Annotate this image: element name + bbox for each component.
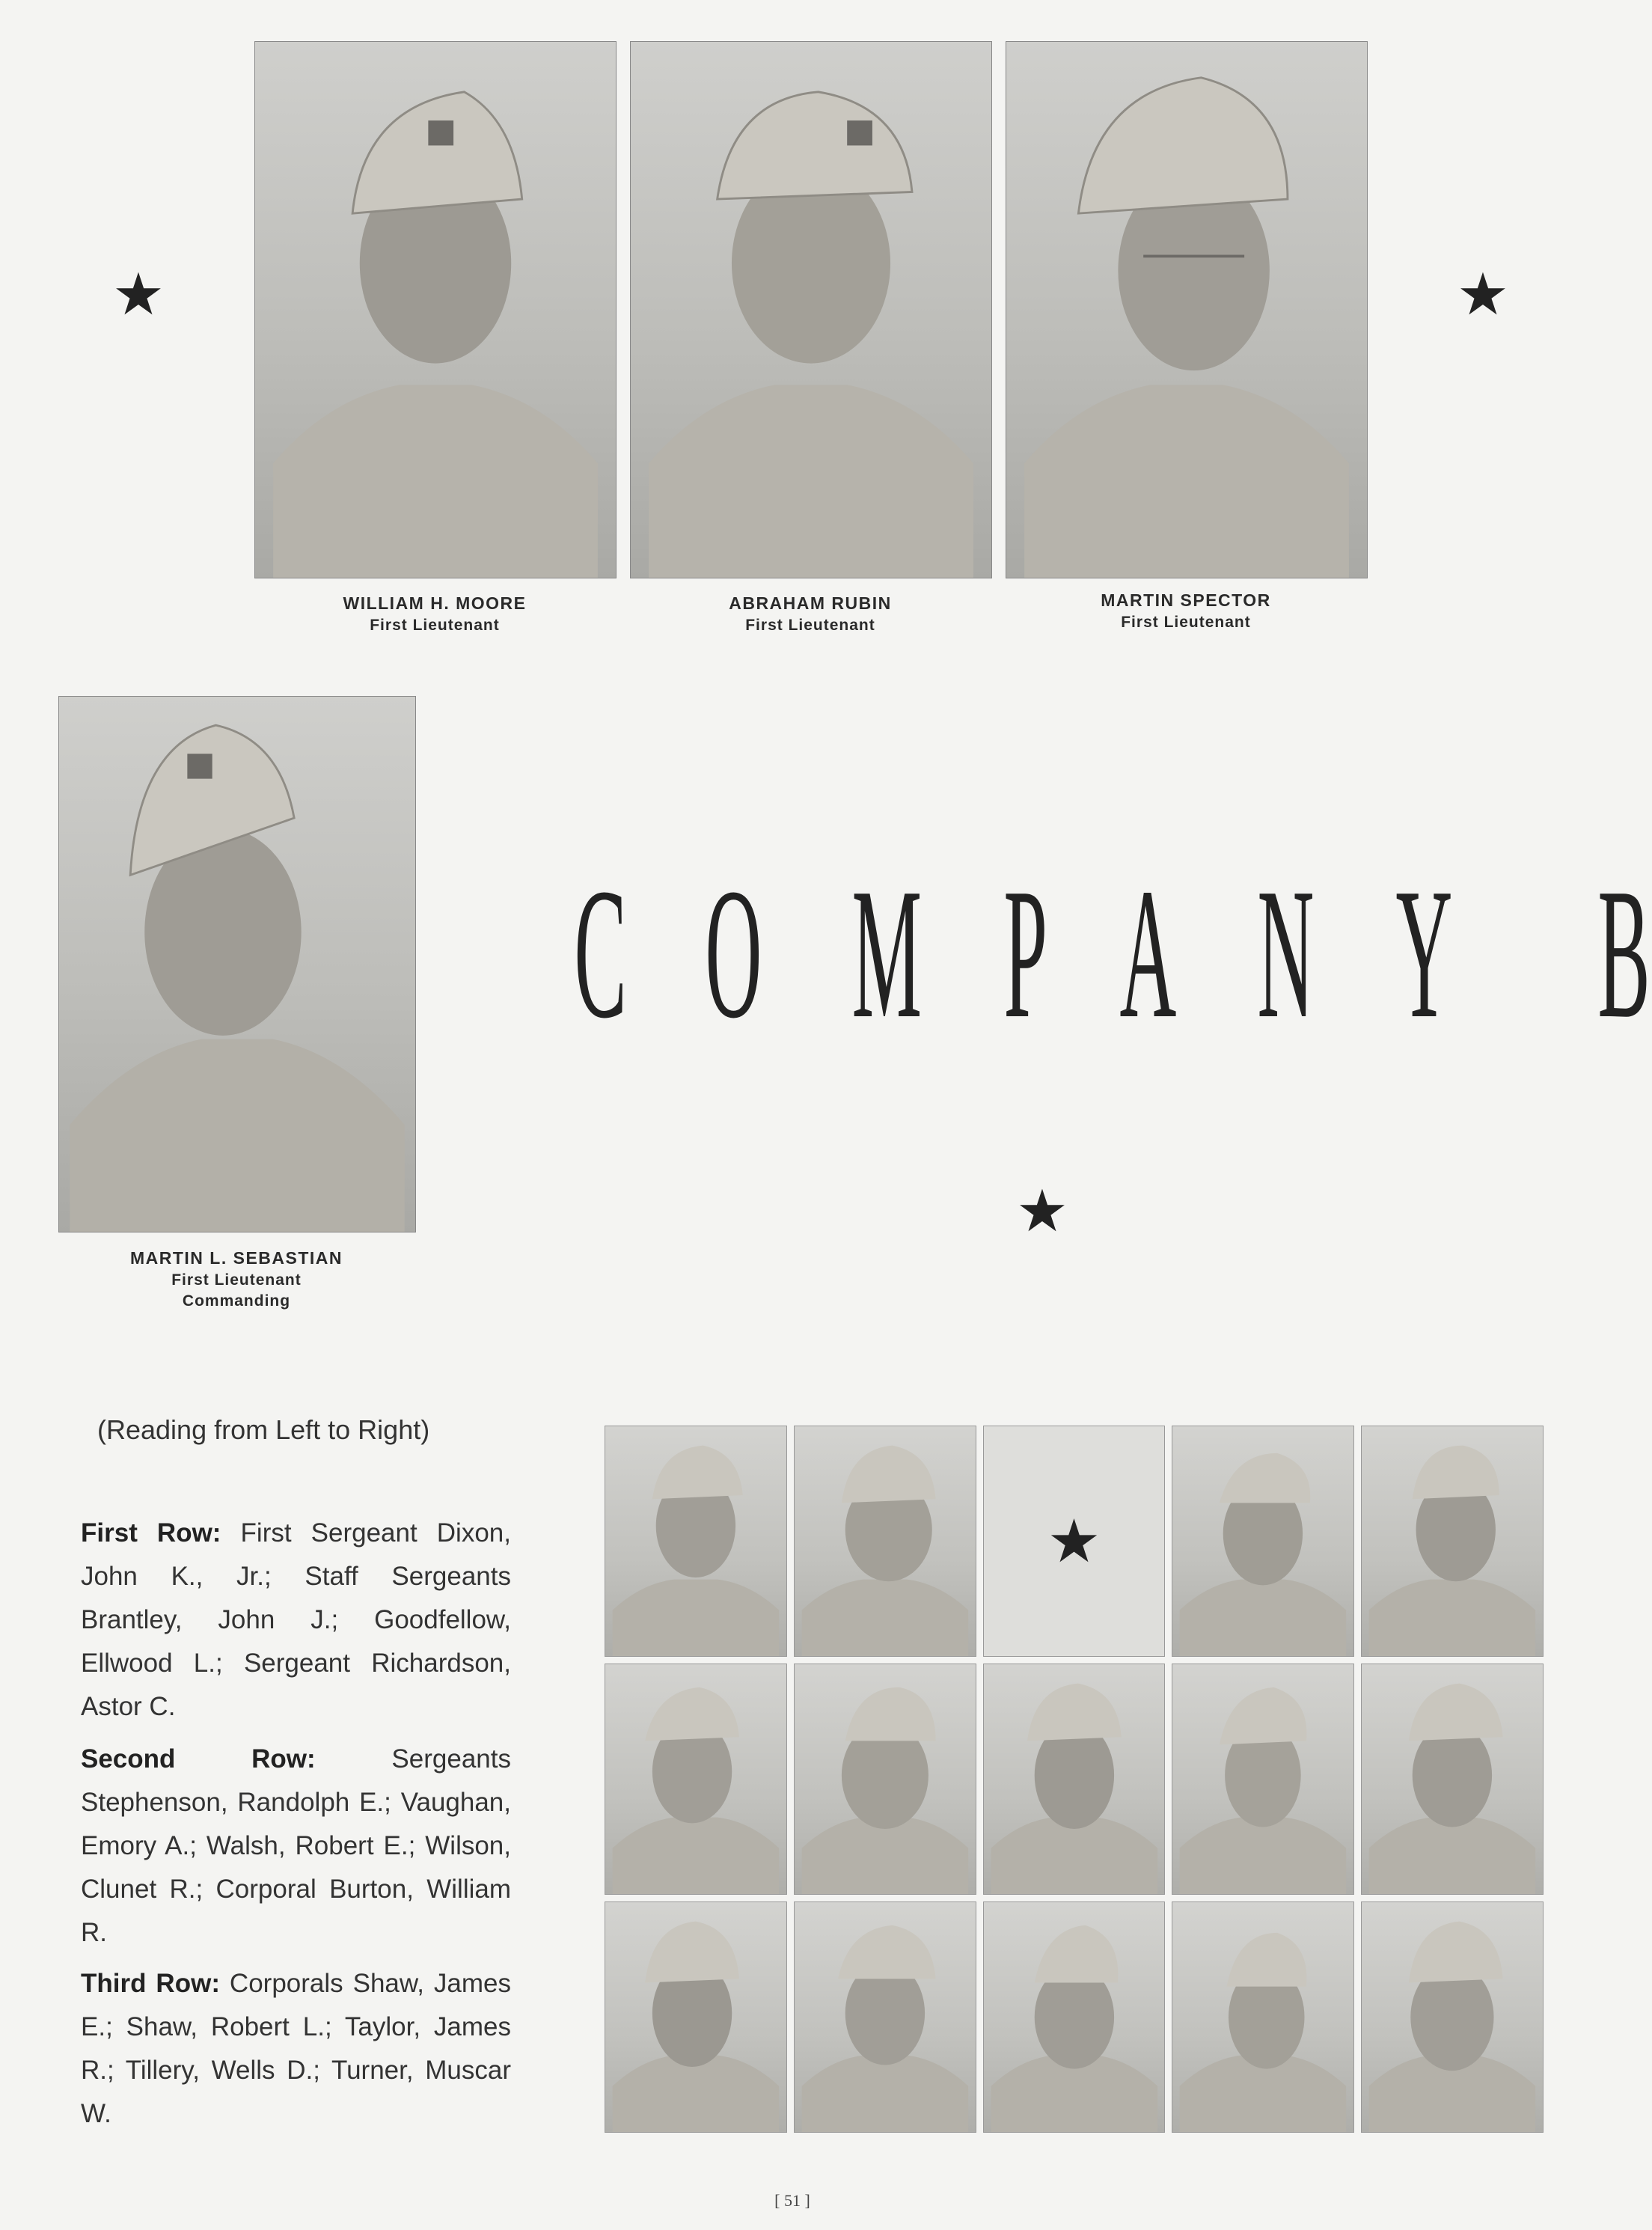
star-icon: ★ [1457,261,1509,329]
title-letter: P [1003,850,1049,1057]
portrait-figure-icon [255,42,616,578]
title-letter: N [1257,850,1316,1057]
title-letter: O [705,850,763,1057]
grid-photo [605,1901,787,2133]
portrait-figure-icon [1362,1664,1543,1894]
grid-photo [1172,1901,1354,2133]
portrait-figure-icon [1362,1902,1543,2132]
roster-text: First Sergeant Dixon, John K., Jr.; Staff Sergeants Brantley, John J.; Goodfellow, Ellwood L.; Sergeant Richardson, Astor C. [81,1518,511,1721]
grid-photo [605,1664,787,1895]
roster-label: First Row: [81,1518,221,1548]
grid-empty-cell [983,1426,1166,1657]
caption-moore [254,593,615,635]
portrait-figure-icon [1362,1426,1543,1656]
portrait-figure-icon [795,1664,976,1894]
page-title [537,850,1652,1057]
grid-photo [794,1901,976,2133]
grid-photo [1361,1901,1544,2133]
grid-photo [1172,1664,1354,1895]
portrait-sebastian [58,696,416,1232]
star-icon: ★ [1016,1178,1068,1245]
portrait-figure-icon [605,1426,786,1656]
roster-third-row [81,1962,511,2136]
title-letter: C [574,850,628,1057]
portrait-figure-icon [1172,1426,1353,1656]
page-number: [ 51 ] [774,2191,810,2210]
portrait-figure-icon [605,1664,786,1894]
reading-note: (Reading from Left to Right) [97,1414,430,1445]
grid-photo [794,1664,976,1895]
portrait-figure-icon [795,1426,976,1656]
roster-label: Second Row: [81,1744,316,1774]
roster-second-row [81,1738,511,1955]
commander-rank: First Lieutenant [171,1271,302,1289]
title-letter: Y [1395,850,1454,1057]
title-letter: M [851,850,923,1057]
roster-text: Corporals Shaw, James E.; Shaw, Robert L.; Taylor, James R.; Tillery, Wells D.; Turner, Muscar W. [81,1969,511,2128]
portrait-figure-icon [984,1902,1165,2132]
title-letter: A [1119,850,1178,1057]
title-letter: B [1597,850,1652,1057]
roster-text: Sergeants Stephenson, Randolph E.; Vaughan, Emory A.; Walsh, Robert E.; Wilson, Clunet R.; Corporal Burton, William R. [81,1744,511,1947]
portrait-spector [1006,41,1368,578]
portrait-figure-icon [59,697,415,1232]
portrait-figure-icon [605,1902,786,2132]
portrait-moore [254,41,617,578]
officer-rank: First Lieutenant [745,617,875,634]
caption-rubin [630,593,991,635]
officer-rank: First Lieutenant [370,617,500,634]
roster-label: Third Row: [81,1969,220,1998]
enlisted-photo-grid [605,1426,1544,2133]
grid-photo [983,1901,1166,2133]
portrait-figure-icon [631,42,991,578]
grid-photo [1361,1426,1544,1657]
portrait-figure-icon [1006,42,1367,578]
portrait-rubin [630,41,992,578]
grid-photo [794,1426,976,1657]
officer-name: MARTIN SPECTOR [1101,590,1271,610]
grid-photo [1361,1664,1544,1895]
officer-name: ABRAHAM RUBIN [729,593,892,613]
portrait-figure-icon [984,1664,1165,1894]
commander-role: Commanding [182,1292,291,1310]
portrait-figure-icon [795,1902,976,2132]
caption-sebastian [58,1248,414,1310]
grid-photo [1172,1426,1354,1657]
commander-name: MARTIN L. SEBASTIAN [129,1248,343,1268]
officer-rank: First Lieutenant [1121,614,1251,631]
star-icon: ★ [1047,1506,1101,1576]
roster-first-row [81,1512,511,1729]
caption-spector [1006,590,1366,632]
officer-name: WILLIAM H. MOORE [343,593,527,613]
grid-photo [983,1664,1166,1895]
portrait-figure-icon [1172,1902,1353,2132]
portrait-figure-icon [1172,1664,1353,1894]
grid-photo [605,1426,787,1657]
star-icon: ★ [112,261,165,329]
